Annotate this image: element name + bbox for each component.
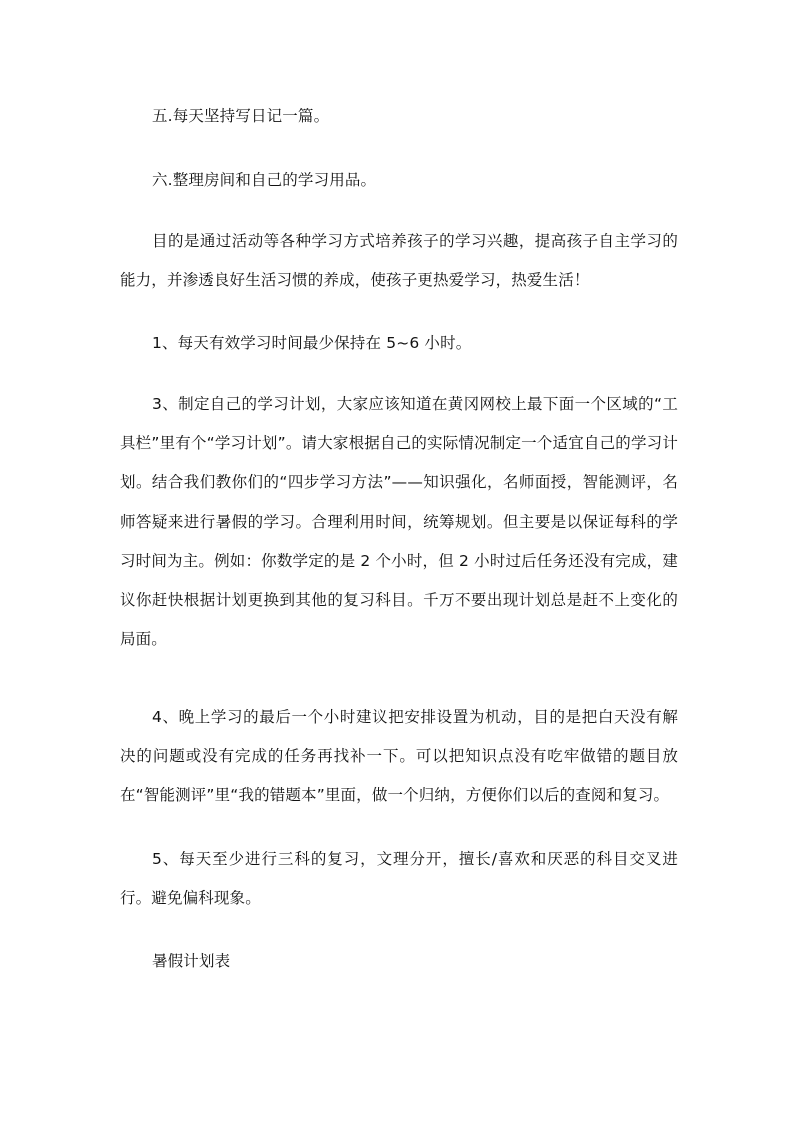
paragraph-item-5: 5、每天至少进行三科的复习，文理分开，擅长/喜欢和厌恶的科目交叉进行。避免偏科现象。 (120, 850, 678, 908)
paragraph-6-tidy-room: 六.整理房间和自己的学习用品。 (152, 171, 377, 189)
paragraph-item-1: 1、每天有效学习时间最少保持在 5~6 小时。 (152, 334, 472, 352)
paragraph-item-3: 3、制定自己的学习计划，大家应该知道在黄冈网校上最下面一个区域的“工具栏”里有个“学习计划”。请大家根据自己的实际情况制定一个适宜自己的学习计划。结合我们教你们的“四步学习方法”——知识强化，名师面授，智能测评，名师答疑来进行暑假的学习。合理利用时间，统筹规划。但主要是以保证每科的学习时间为主。例如：你数学定的是 2 个小时，但 2 小时过后任务还没有完成，建议你赶快根据计划更换到其他的复习科目。千万不要出现计划总是赶不上变化的局面。 (120, 395, 678, 649)
section-heading-summer-plan: 暑假计划表 (152, 952, 231, 970)
paragraph-5-diary: 五.每天坚持写日记一篇。 (152, 107, 330, 125)
paragraph-purpose: 目的是通过活动等各种学习方式培养孩子的学习兴趣，提高孩子自主学习的能力，并渗透良好生活习惯的养成，使孩子更热爱学习，热爱生活！ (120, 232, 678, 290)
paragraph-item-4: 4、晚上学习的最后一个小时建议把安排设置为机动，目的是把白天没有解决的问题或没有完成的任务再找补一下。可以把知识点没有吃牢做错的题目放在“智能测评”里“我的错题本”里面，做一个归纳，方便你们以后的查阅和复习。 (120, 708, 678, 805)
